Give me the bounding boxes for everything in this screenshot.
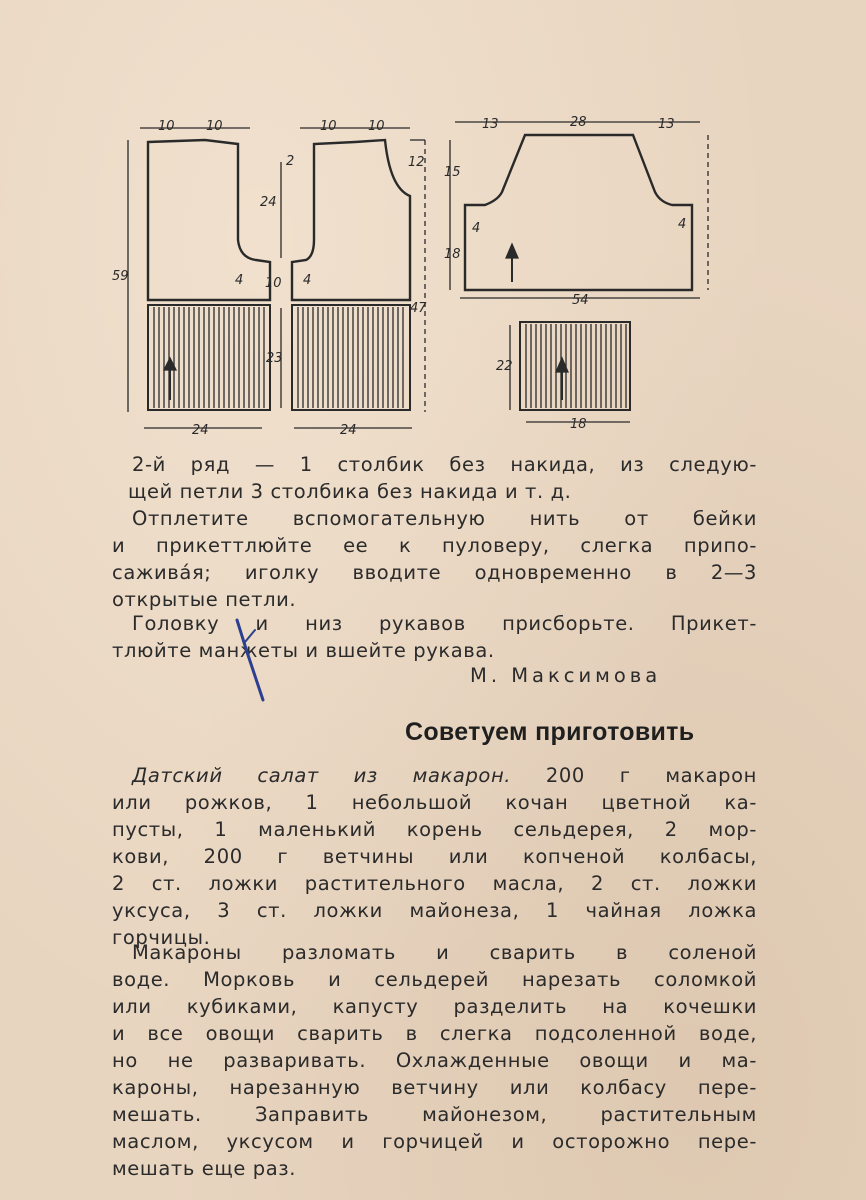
text-line: тлюйте манжеты и вшейте рукава. bbox=[112, 639, 495, 662]
label-armhole-depth: 24 bbox=[260, 195, 277, 210]
label-bottom-right: 24 bbox=[340, 423, 357, 438]
label-neck-depth: 2 bbox=[286, 154, 295, 169]
label-side-height: 47 bbox=[410, 301, 427, 316]
text-line: и прикеттлюйте ее к пуловеру, слегка припо- bbox=[112, 534, 757, 557]
text-line: открытые петли. bbox=[112, 588, 297, 611]
paragraph-row-two bbox=[128, 451, 757, 505]
text-line: горчицы. bbox=[112, 926, 211, 949]
label-total-height: 59 bbox=[112, 269, 129, 284]
text-line: мешать еще раз. bbox=[112, 1157, 297, 1180]
pen-mark bbox=[225, 612, 275, 707]
label-sleeve-cap-height: 15 bbox=[444, 165, 461, 180]
text-line: Головку и низ рукавов присборьте. Прикет- bbox=[132, 612, 757, 635]
label-rib-height: 23 bbox=[266, 351, 283, 366]
recipe-heading: Советуем приготовить bbox=[405, 718, 695, 746]
text-line: Макароны разломать и сварить в соленой bbox=[132, 941, 757, 964]
text-line: воде. Морковь и сельдерей нарезать соломкой bbox=[112, 968, 757, 991]
text-line: Отплетите вспомогательную нить от бейки bbox=[132, 507, 757, 530]
label-armhole-left: 4 bbox=[235, 273, 244, 288]
label-front-top-3: 10 bbox=[320, 119, 337, 134]
text-line: кови, 200 г ветчины или копченой колбасы, bbox=[112, 845, 757, 868]
label-cuff-height: 22 bbox=[496, 359, 513, 374]
label-front-top-2: 10 bbox=[206, 119, 223, 134]
author-signature: М. Максимова bbox=[470, 664, 662, 687]
label-front-top-1: 10 bbox=[158, 119, 175, 134]
label-sleeve-notch-left: 4 bbox=[472, 221, 481, 236]
text-line: но не разваривать. Охлажденные овощи и ма- bbox=[112, 1049, 757, 1072]
text-line: маслом, уксусом и горчицей и осторожно пере- bbox=[112, 1130, 757, 1153]
label-sleeve-top-right: 13 bbox=[658, 117, 675, 132]
recipe-ingredients bbox=[112, 762, 757, 951]
label-sleeve-notch-right: 4 bbox=[678, 217, 687, 232]
knitting-pattern-diagram bbox=[110, 100, 730, 445]
label-shoulder-drop: 12 bbox=[408, 155, 425, 170]
recipe-first-line bbox=[112, 762, 757, 789]
label-cuff-width: 18 bbox=[570, 417, 587, 432]
label-sleeve-lower-height: 18 bbox=[444, 247, 461, 262]
label-bottom-left: 24 bbox=[192, 423, 209, 438]
label-sleeve-top-left: 13 bbox=[482, 117, 499, 132]
text-line: пусты, 1 маленький корень сельдерея, 2 мор- bbox=[112, 818, 757, 841]
text-line: и все овощи сварить в слегка подсоленной воде, bbox=[112, 1022, 757, 1045]
label-sleeve-top-middle: 28 bbox=[570, 115, 587, 130]
text-line: щей петли 3 столбика без накида и т. д. bbox=[128, 480, 572, 503]
text-line: 2-й ряд — 1 столбик без накида, из следую- bbox=[132, 453, 757, 476]
text-line: сажива́я; иголку вводите одновременно в 2—3 bbox=[112, 561, 757, 584]
text-line: 200 г макарон bbox=[511, 764, 757, 787]
recipe-title: Датский салат из макарон. bbox=[132, 764, 512, 787]
text-line: или рожков, 1 небольшой кочан цветной ка- bbox=[112, 791, 757, 814]
recipe-method bbox=[112, 939, 757, 1182]
text-line: мешать. Заправить майонезом, растительным bbox=[112, 1103, 757, 1126]
label-front-top-4: 10 bbox=[368, 119, 385, 134]
text-line: 2 ст. ложки растительного масла, 2 ст. ложки bbox=[112, 872, 757, 895]
label-center-gap: 10 bbox=[265, 276, 282, 291]
label-sleeve-bottom-width: 54 bbox=[572, 293, 589, 308]
text-line: уксуса, 3 ст. ложки майонеза, 1 чайная ложка bbox=[112, 899, 757, 922]
label-armhole-right: 4 bbox=[303, 273, 312, 288]
cuff-stripes bbox=[526, 324, 626, 408]
text-line: или кубиками, капусту разделить на кочешки bbox=[112, 995, 757, 1018]
paragraph-finish bbox=[112, 505, 757, 613]
text-line: кароны, нарезанную ветчину или колбасу пере- bbox=[112, 1076, 757, 1099]
